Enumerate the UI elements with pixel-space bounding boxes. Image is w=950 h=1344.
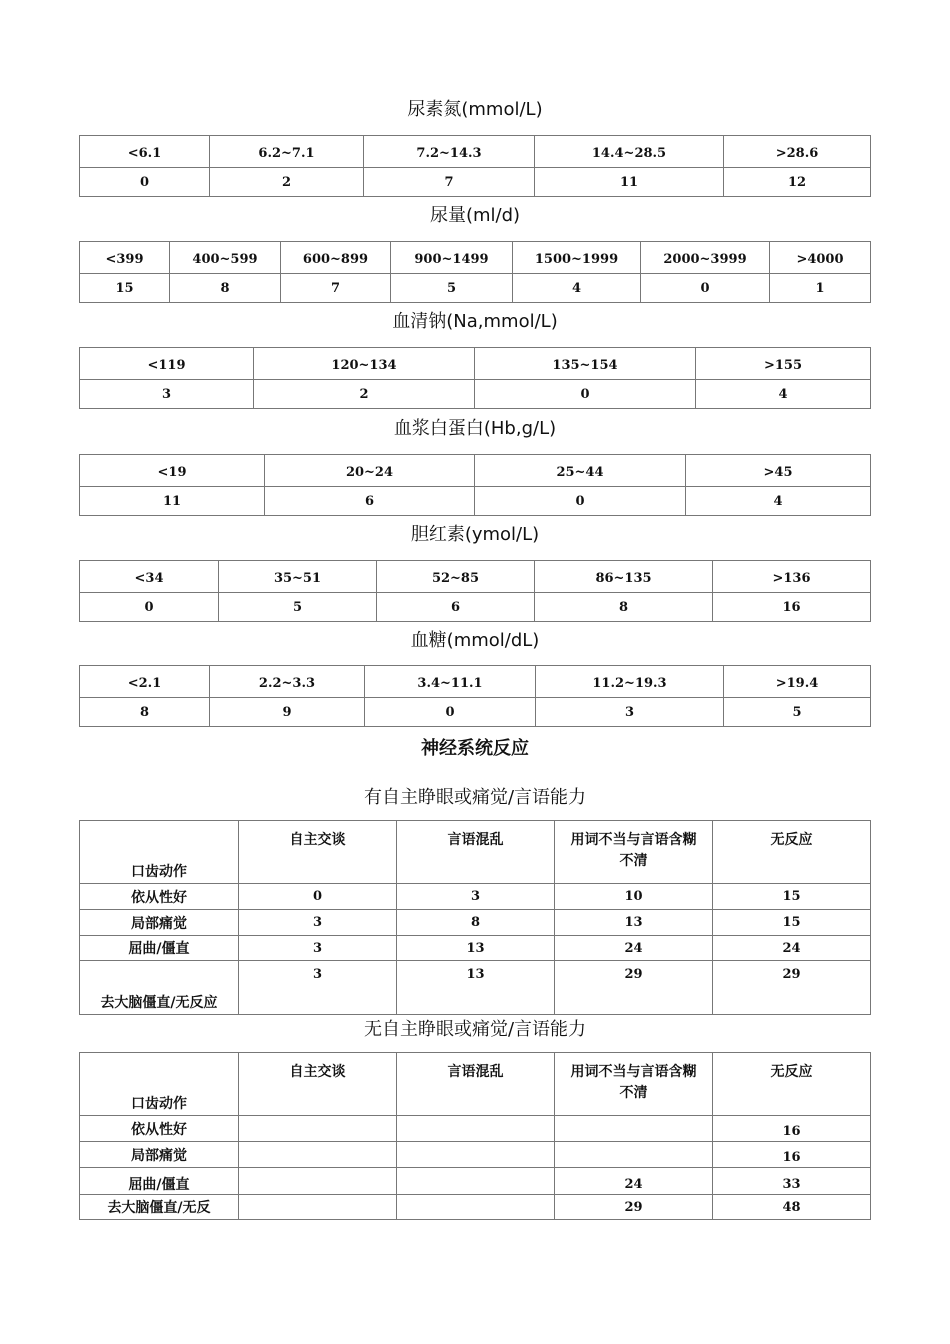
header-row	[80, 1053, 871, 1116]
range-cell: <34	[80, 561, 219, 593]
score-cell: 2	[210, 168, 364, 197]
score-cell: 6	[265, 487, 475, 516]
value-cell: 29	[555, 1195, 713, 1220]
value-cell: 29	[555, 961, 713, 1015]
bilirubin-table	[79, 560, 871, 622]
range-cell: 25~44	[475, 455, 686, 487]
header-row	[80, 455, 871, 487]
score-row	[80, 380, 871, 409]
value-cell: 13	[555, 910, 713, 936]
value-cell: 10	[555, 884, 713, 910]
neuro-table-eyes-closed	[79, 1052, 871, 1220]
score-cell: 8	[535, 593, 713, 622]
score-cell: 5	[391, 274, 513, 303]
score-cell: 11	[535, 168, 724, 197]
value-cell: 0	[239, 884, 397, 910]
value-cell	[555, 1116, 713, 1142]
corner-header: 口齿动作	[80, 1053, 239, 1116]
value-cell: 24	[555, 936, 713, 961]
column-header: 自主交谈	[239, 821, 397, 884]
range-cell: 11.2~19.3	[536, 666, 724, 698]
value-cell: 3	[239, 961, 397, 1015]
score-cell: 0	[80, 593, 219, 622]
table-row	[80, 961, 871, 1015]
range-cell: >19.4	[724, 666, 871, 698]
score-cell: 8	[80, 698, 210, 727]
table-title-bun: 尿素氮(mmol/L)	[407, 99, 543, 120]
column-header-line: 不清	[619, 853, 648, 869]
value-cell	[239, 1116, 397, 1142]
value-cell	[555, 1142, 713, 1168]
score-cell: 4	[686, 487, 871, 516]
value-cell: 13	[397, 936, 555, 961]
column-header: 无反应	[713, 1053, 871, 1116]
range-cell: >4000	[770, 242, 871, 274]
range-cell: <119	[80, 348, 254, 380]
neuro-table-title-eyes-open: 有自主睁眼或痛觉/言语能力	[363, 787, 587, 808]
glucose-table	[79, 665, 871, 727]
range-cell: 3.4~11.1	[365, 666, 536, 698]
neuro-table-eyes-open	[79, 820, 871, 1015]
score-cell: 0	[365, 698, 536, 727]
score-row	[80, 274, 871, 303]
score-cell: 12	[724, 168, 871, 197]
score-cell: 9	[210, 698, 365, 727]
row-label: 依从性好	[80, 884, 239, 910]
range-cell: 135~154	[475, 348, 696, 380]
value-cell	[397, 1168, 555, 1195]
value-cell: 13	[397, 961, 555, 1015]
value-cell: 24	[555, 1168, 713, 1195]
column-header: 自主交谈	[239, 1053, 397, 1116]
score-cell: 8	[170, 274, 281, 303]
header-row	[80, 821, 871, 884]
score-cell: 11	[80, 487, 265, 516]
score-cell: 7	[364, 168, 535, 197]
range-cell: 35~51	[219, 561, 377, 593]
value-cell: 48	[713, 1195, 871, 1220]
range-cell: <19	[80, 455, 265, 487]
score-cell: 5	[724, 698, 871, 727]
header-row	[80, 348, 871, 380]
bun-table	[79, 135, 871, 197]
value-cell: 33	[713, 1168, 871, 1195]
value-cell	[397, 1116, 555, 1142]
score-row	[80, 593, 871, 622]
row-label: 去大脑僵直/无反	[80, 1195, 239, 1220]
range-cell: 86~135	[535, 561, 713, 593]
score-row	[80, 698, 871, 727]
column-header	[555, 1053, 713, 1116]
column-header: 言语混乱	[397, 821, 555, 884]
table-title-bilirubin: 胆红素(ymol/L)	[410, 524, 540, 545]
table-row	[80, 1116, 871, 1142]
range-cell: 1500~1999	[513, 242, 641, 274]
range-cell: 120~134	[254, 348, 475, 380]
value-cell: 8	[397, 910, 555, 936]
corner-header: 口齿动作	[80, 821, 239, 884]
row-label: 依从性好	[80, 1116, 239, 1142]
column-header-line: 用词不当与言语含糊	[570, 1064, 697, 1080]
value-cell: 24	[713, 936, 871, 961]
score-cell: 16	[713, 593, 871, 622]
row-label: 去大脑僵直/无反应	[80, 961, 239, 1015]
score-cell: 7	[281, 274, 391, 303]
value-cell	[397, 1142, 555, 1168]
range-cell: 14.4~28.5	[535, 136, 724, 168]
value-cell: 3	[239, 936, 397, 961]
header-row	[80, 136, 871, 168]
table-title-sodium: 血清钠(Na,mmol/L)	[392, 311, 558, 332]
value-cell: 29	[713, 961, 871, 1015]
row-label: 局部痛觉	[80, 1142, 239, 1168]
range-cell: <6.1	[80, 136, 210, 168]
table-row	[80, 1168, 871, 1195]
score-cell: 1	[770, 274, 871, 303]
albumin-table	[79, 454, 871, 516]
column-header: 无反应	[713, 821, 871, 884]
column-header-line: 不清	[619, 1085, 648, 1101]
table-row	[80, 1195, 871, 1220]
score-cell: 4	[696, 380, 871, 409]
score-cell: 0	[641, 274, 770, 303]
value-cell	[397, 1195, 555, 1220]
table-row	[80, 936, 871, 961]
range-cell: >155	[696, 348, 871, 380]
urine-table	[79, 241, 871, 303]
score-cell: 6	[377, 593, 535, 622]
score-cell: 0	[80, 168, 210, 197]
score-cell: 5	[219, 593, 377, 622]
range-cell: <2.1	[80, 666, 210, 698]
table-row	[80, 884, 871, 910]
table-row	[80, 910, 871, 936]
value-cell: 15	[713, 884, 871, 910]
value-cell: 3	[397, 884, 555, 910]
range-cell: 7.2~14.3	[364, 136, 535, 168]
value-cell: 16	[713, 1116, 871, 1142]
header-row	[80, 666, 871, 698]
score-cell: 2	[254, 380, 475, 409]
value-cell	[239, 1142, 397, 1168]
table-row	[80, 1142, 871, 1168]
row-label: 屈曲/僵直	[80, 1168, 239, 1195]
range-cell: 2000~3999	[641, 242, 770, 274]
score-cell: 0	[475, 380, 696, 409]
range-cell: >136	[713, 561, 871, 593]
range-cell: 6.2~7.1	[210, 136, 364, 168]
value-cell: 16	[713, 1142, 871, 1168]
range-cell: >45	[686, 455, 871, 487]
value-cell	[239, 1195, 397, 1220]
score-cell: 15	[80, 274, 170, 303]
table-title-glucose: 血糖(mmol/dL)	[410, 630, 540, 651]
neuro-table-title-eyes-closed: 无自主睁眼或痛觉/言语能力	[363, 1019, 587, 1040]
value-cell: 15	[713, 910, 871, 936]
range-cell: >28.6	[724, 136, 871, 168]
table-title-albumin: 血浆白蛋白(Hb,g/L)	[393, 418, 557, 439]
range-cell: 52~85	[377, 561, 535, 593]
column-header	[555, 821, 713, 884]
value-cell	[239, 1168, 397, 1195]
score-cell: 0	[475, 487, 686, 516]
range-cell: 600~899	[281, 242, 391, 274]
score-row	[80, 487, 871, 516]
header-row	[80, 561, 871, 593]
column-header-line: 用词不当与言语含糊	[570, 832, 697, 848]
range-cell: 20~24	[265, 455, 475, 487]
range-cell: 2.2~3.3	[210, 666, 365, 698]
row-label: 屈曲/僵直	[80, 936, 239, 961]
range-cell: 900~1499	[391, 242, 513, 274]
sodium-table	[79, 347, 871, 409]
column-header: 言语混乱	[397, 1053, 555, 1116]
range-cell: 400~599	[170, 242, 281, 274]
section-title-neuro: 神经系统反应	[421, 738, 529, 759]
row-label: 局部痛觉	[80, 910, 239, 936]
score-row	[80, 168, 871, 197]
score-cell: 3	[536, 698, 724, 727]
range-cell: <399	[80, 242, 170, 274]
header-row	[80, 242, 871, 274]
score-cell: 4	[513, 274, 641, 303]
table-title-urine: 尿量(ml/d)	[429, 205, 521, 226]
value-cell: 3	[239, 910, 397, 936]
score-cell: 3	[80, 380, 254, 409]
